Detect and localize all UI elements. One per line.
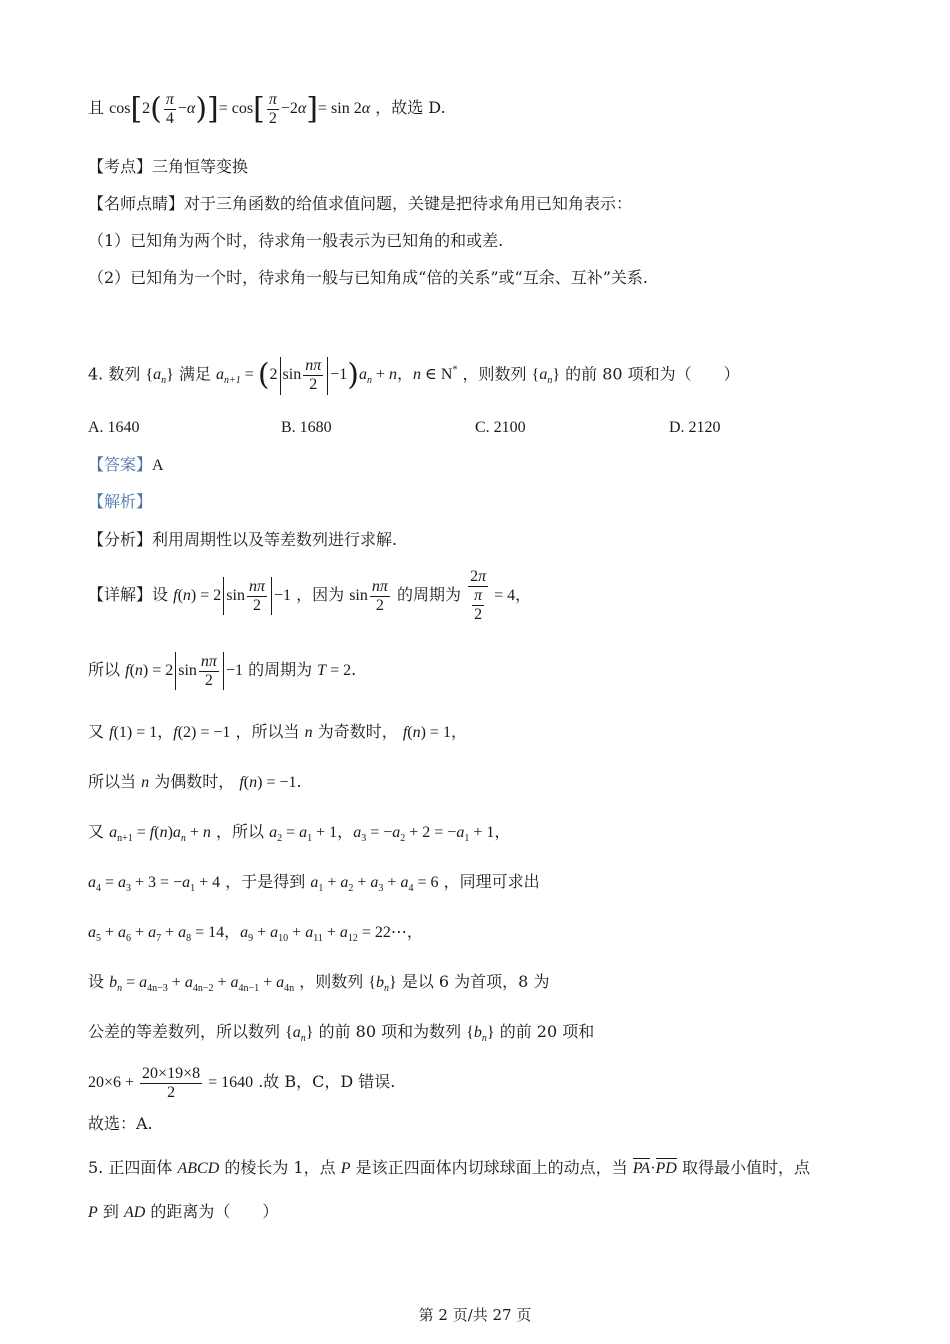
math-formula: $\{a_n\}$	[285, 1024, 314, 1045]
text: 设	[152, 585, 169, 604]
point-1: （1）已知角为两个时，待求角一般表示为已知角的和或差.	[88, 231, 504, 250]
math-formula: $a_{n+1} = (2$ sin $\frac{n\pi}{2}$ $-1)a_n + n$，n ∈ N*	[216, 357, 458, 394]
detail-line-10	[88, 1058, 395, 1107]
kaodian-tag: 【考点】	[88, 157, 153, 176]
text: 又	[88, 822, 105, 841]
text: 正四面体	[108, 1158, 173, 1177]
dianjing-text: 对于三角函数的给值求值问题，关键是把待求角用已知角表示：	[184, 194, 633, 213]
text: ，故选 D.	[375, 98, 446, 117]
math-formula: 20×6 + $\frac{20\times 19\times 8}{2}$ = 1640	[88, 1064, 254, 1101]
option-d[interactable]: D. 2120	[669, 419, 721, 436]
answer-value: A	[152, 457, 164, 474]
text: 的距离为（ ）	[150, 1202, 279, 1221]
math-formula: f(n) = 2 sin $\frac{n\pi}{2}$ −1	[173, 577, 291, 614]
option-b[interactable]: B. 1680	[281, 419, 332, 436]
math-formula: $\frac{2\pi}{\frac{\pi}{2}}$ = 4	[470, 568, 516, 624]
fenxi-text: 利用周期性以及等差数列进行求解.	[152, 530, 398, 549]
option-a[interactable]: A. 1640	[88, 419, 140, 436]
text: 为偶数时，	[154, 772, 235, 791]
dianjing-tag: 【名师点睛】	[88, 194, 185, 213]
text: 到	[102, 1202, 119, 1221]
text: ，所以	[216, 822, 265, 841]
math-formula: $a_{n+1} = f(n)a_n + n$	[109, 824, 211, 845]
text: 的前 80 项和为（ ）	[565, 364, 740, 384]
text: ，则数列	[299, 972, 364, 991]
text: 取得最小值时，点	[681, 1158, 810, 1177]
math-formula: $\{b_n\}$	[466, 1024, 495, 1045]
text: 所以	[88, 660, 121, 679]
text: 所以当	[88, 772, 137, 791]
math-formula: f(n) = 1	[402, 724, 451, 741]
text: 又	[88, 722, 105, 741]
q4-options	[88, 416, 888, 440]
detail-line-9	[88, 1020, 594, 1051]
q4-stem	[88, 346, 740, 407]
fenxi-tag: 【分析】	[88, 530, 153, 549]
conclusion-line: 故选：A.	[88, 1114, 153, 1133]
fenxi-line	[88, 528, 397, 552]
math-formula: $a_5 + a_6 + a_7 + a_8 = 14$，$a_9 + a_{10} + a_{11} + a_{12}$ = 22⋯	[88, 924, 407, 945]
text: 的前 20 项和	[499, 1022, 595, 1041]
answer-line	[88, 453, 164, 478]
jiexi-tag: 【解析】	[88, 492, 153, 511]
math-formula: P	[88, 1204, 98, 1221]
xiangjie-tag: 【详解】	[88, 585, 153, 604]
text: 为奇数时，	[317, 722, 398, 741]
math-formula: sin $\frac{n\pi}{2}$	[349, 577, 388, 614]
math-formula: $a_1 + a_2 + a_3 + a_4 = 6$	[310, 874, 439, 895]
math-formula: f(1) = 1，f(2) = −1	[109, 724, 231, 741]
text: 数列	[108, 364, 141, 384]
math-formula: $\{b_n\}$	[368, 974, 397, 995]
math-formula: $\{a_n\}$	[531, 366, 561, 387]
kaodian-line	[88, 155, 248, 179]
math-formula: P	[340, 1160, 351, 1177]
math-formula: AD	[123, 1204, 146, 1221]
math-formula: $a_4 = a_3 + 3 = -a_1 + 4$	[88, 874, 221, 895]
text: 公差的等差数列，所以数列	[88, 1022, 281, 1041]
math-formula: ABCD	[177, 1160, 220, 1177]
math-formula: T = 2	[317, 662, 352, 679]
text: ，同理可求出	[443, 872, 540, 891]
detail-line-8	[88, 970, 549, 1001]
text: 的周期为	[396, 585, 461, 604]
math-formula: PA·PD	[632, 1160, 677, 1177]
text: 设	[88, 972, 105, 991]
text: 满足	[178, 364, 211, 384]
math-formula: f(n) = 2 sin $\frac{n\pi}{2}$ −1	[125, 652, 243, 689]
answer-tag: 【答案】	[88, 455, 153, 474]
kaodian-text: 三角恒等变换	[152, 157, 249, 176]
option-c[interactable]: C. 2100	[475, 419, 526, 436]
detail-line-7: $a_5 + a_6 + a_7 + a_8 = 14$，$a_9 + a_{10} + a_{11} + a_{12}$ = 22⋯，	[88, 922, 423, 945]
detail-line-4: 所以当 n 为偶数时， f(n) = −1.	[88, 772, 302, 791]
text: ，所以当	[235, 722, 300, 741]
text: .故 B，C，D 错误.	[258, 1072, 396, 1091]
text: 且	[88, 98, 105, 117]
text: 的前 80 项和为数列	[318, 1022, 462, 1041]
text: 是以 6 为首项，8 为	[401, 972, 550, 991]
text: ，则数列	[462, 364, 527, 384]
text: 的周期为	[248, 660, 313, 679]
detail-line-2: 所以 f(n) = 2 sin $\frac{n\pi}{2}$ −1 的周期为 T = 2.	[88, 652, 357, 689]
math-formula: $b_n = a_{4n-3} + a_{4n-2} + a_{4n-1} + a_{4n}$	[109, 974, 295, 995]
question-number: 4.	[88, 364, 104, 384]
detail-line-5: 又 $a_{n+1} = f(n)a_n + n$ ，所以 $a_2 = a_1 + 1$，$a_3 = -a_2 + 2 = -a_1 + 1$，	[88, 822, 511, 845]
math-formula: f(n) = −1	[239, 774, 297, 791]
text: ，因为	[296, 585, 345, 604]
math-formula: $\{a_n\}$	[145, 366, 174, 387]
text: 的棱长为 1，点	[224, 1158, 336, 1177]
question-number: 5.	[88, 1158, 104, 1177]
detail-line-6	[88, 870, 540, 901]
point-2: （2）已知角为一个时，待求角一般与已知角成“倍的关系”或“互余、互补”关系.	[88, 268, 648, 287]
text: 是该正四面体内切球球面上的动点，当	[355, 1158, 628, 1177]
q5-stem-line-1	[88, 1156, 810, 1181]
prev-conclusion-line	[88, 84, 446, 133]
page-footer: 第 2 页/共 27 页	[418, 1306, 532, 1324]
q5-stem-line-2	[88, 1200, 278, 1225]
detail-line-3: 又 f(1) = 1，f(2) = −1 ，所以当 n 为奇数时， f(n) = 1，	[88, 722, 467, 741]
text: ，于是得到	[225, 872, 306, 891]
math-formula: cos[2( $\frac{\pi}{4}$ −α)]= cos[ $\frac{\pi}{2}$ −2α]= sin 2α	[109, 90, 371, 127]
math-formula: $a_2 = a_1 + 1$，$a_3 = -a_2 + 2 = -a_1 + 1$	[269, 824, 495, 845]
detail-line-1: 【详解】设 f(n) = 2 sin $\frac{n\pi}{2}$ −1 ，因为 sin $\frac{n\pi}{2}$ 的周期为 $\frac{2\pi}{\frac{\pi}{2}}$ = 4，	[88, 568, 532, 624]
dianjing-line	[88, 192, 632, 216]
